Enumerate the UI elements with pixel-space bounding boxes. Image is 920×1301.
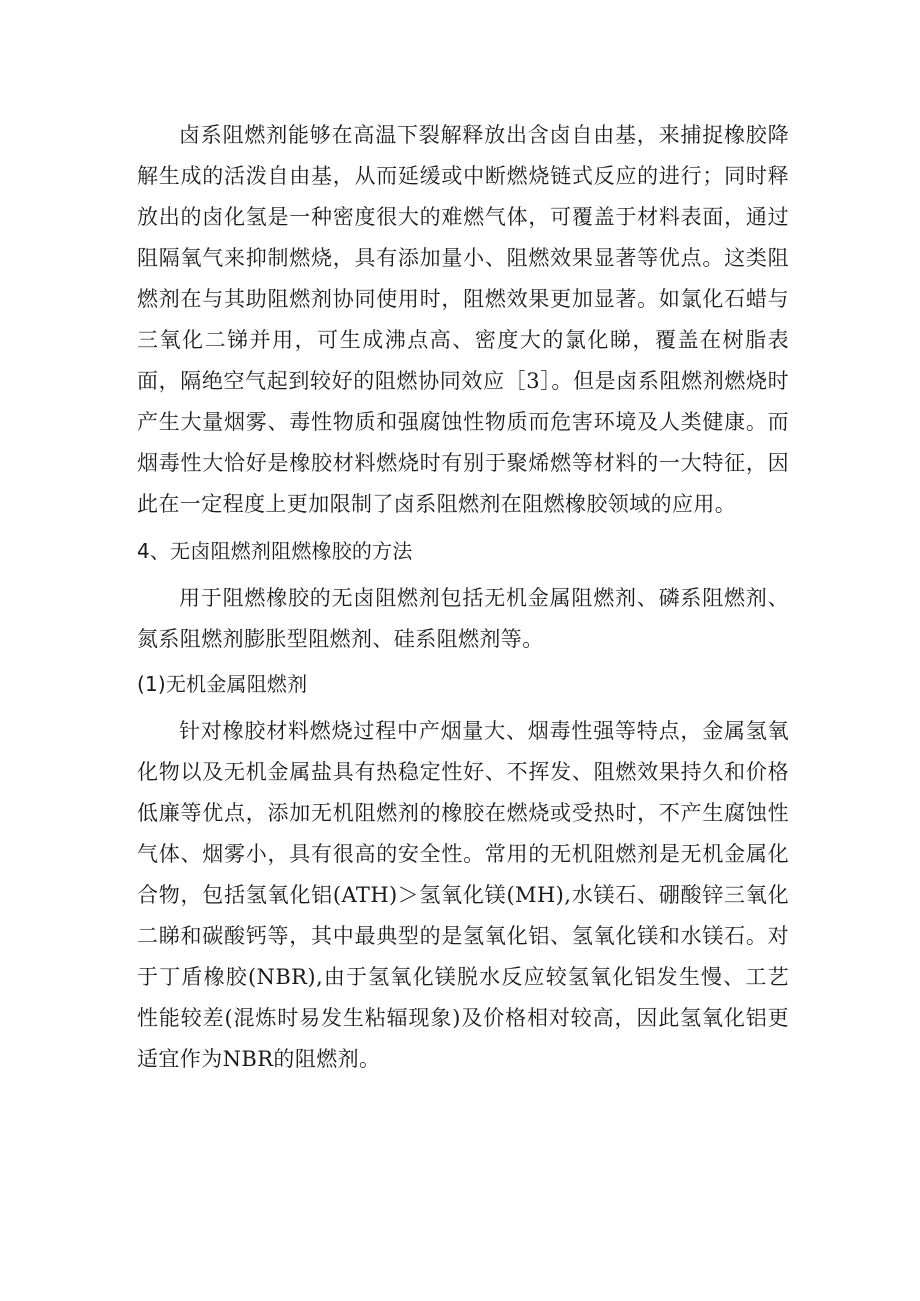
paragraph-inorganic-metal-flame-retardants: 针对橡胶材料燃烧过程中产烟量大、烟毒性强等特点，金属氢氧化物以及无机金属盐具有热稳定性好、不挥发、阻燃效果持久和价格低廉等优点，添加无机阻燃剂的橡胶在燃烧或受热时，不产生腐蚀性气体、烟雾小，具有很高的安全性。常用的无机阻燃剂是无机金属化合物，包括氢氧化铝(ATH)＞氢氧化镁(MH),水镁石、硼酸锌三氧化二睇和碳酸钙等，其中最典型的是氢氧化铝、氢氧化镁和水镁石。对于丁盾橡胶(NBR),由于氢氧化镁脱水反应较氢氧化铝发生慢、工艺性能较差(混炼时易发生粘辐现象)及价格相对较高，因此氢氧化铝更适宜作为NBR的阻燃剂。 <box>137 719 789 1071</box>
paragraph-halogen-free-types: 用于阻燃橡胶的无卤阻燃剂包括无机金属阻燃剂、磷系阻燃剂、氮系阻燃剂膨胀型阻燃剂、硅系阻燃剂等。 <box>137 586 789 651</box>
section-heading-halogen-free-methods: 4、无卤阻燃剂阻燃橡胶的方法 <box>137 539 413 563</box>
subsection-heading-inorganic-metal: (1)无机金属阻燃剂 <box>137 672 308 696</box>
document-body <box>137 115 789 1080</box>
paragraph-halogen-flame-retardants: 卤系阻燃剂能够在高温下裂解释放出含卤自由基，来捕捉橡胶降解生成的活泼自由基，从而延缓或中断燃烧链式反应的进行；同时释放出的卤化氢是一种密度很大的难燃气体，可覆盖于材料表面，通过阻隔氧气来抑制燃烧，具有添加量小、阻燃效果显著等优点。这类阻燃剂在与其助阻燃剂协同使用时，阻燃效果更加显著。如氯化石蜡与三氧化二锑并用，可生成沸点高、密度大的氯化睇，覆盖在树脂表面，隔绝空气起到较好的阻燃协同效应［3］。但是卤系阻燃剂燃烧时产生大量烟雾、毒性物质和强腐蚀性物质而危害环境及人类健康。而烟毒性大恰好是橡胶材料燃烧时有别于聚烯燃等材料的一大特征，因此在一定程度上更加限制了卤系阻燃剂在阻燃橡胶领域的应用。 <box>137 123 789 516</box>
